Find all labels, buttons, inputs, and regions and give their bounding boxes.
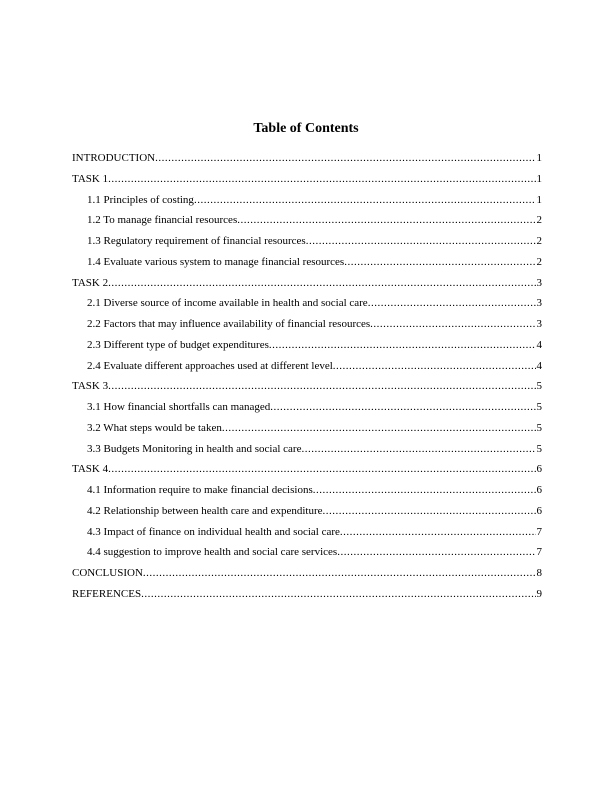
toc-dot-leader (108, 273, 535, 294)
toc-dot-leader (270, 397, 535, 418)
toc-page-number: 6 (536, 463, 542, 476)
toc-page-number: 3 (536, 318, 542, 330)
toc-entry[interactable] (72, 293, 542, 314)
toc-dot-leader (222, 418, 536, 439)
toc-dot-leader (155, 148, 535, 169)
toc-entry[interactable] (72, 542, 542, 563)
toc-title: Table of Contents (253, 121, 359, 136)
toc-list (72, 148, 542, 605)
toc-page-number: 6 (536, 504, 542, 517)
toc-entry[interactable] (72, 252, 542, 273)
toc-dot-leader (237, 210, 535, 231)
toc-dot-leader (194, 190, 536, 211)
toc-page-number: 6 (536, 484, 542, 496)
toc-dot-leader (301, 439, 535, 460)
toc-dot-leader (323, 501, 536, 522)
toc-entry-label: TASK 4 (72, 463, 109, 476)
toc-page-number: 5 (536, 380, 542, 393)
toc-dot-leader (337, 542, 535, 563)
toc-entry[interactable] (72, 439, 542, 460)
toc-dot-leader (141, 584, 535, 605)
toc-entry[interactable] (72, 169, 542, 190)
toc-entry-label: 2.2 Factors that may influence availability of financial resources (87, 318, 371, 330)
toc-entry-label: 4.1 Information require to make financial decisions (87, 484, 313, 496)
toc-page-number: 7 (536, 546, 542, 559)
toc-entry-label: 4.3 Impact of finance on individual health and social care (87, 525, 340, 538)
toc-entry-label: INTRODUCTION (72, 152, 156, 164)
toc-entry-label: CONCLUSION (72, 567, 143, 579)
toc-page-number: 4 (536, 338, 542, 351)
toc-entry-label: 1.1 Principles of costing (87, 193, 194, 206)
toc-page-number: 5 (536, 401, 542, 413)
toc-dot-leader (108, 376, 535, 397)
toc-entry[interactable] (72, 231, 542, 252)
toc-entry[interactable] (72, 356, 542, 377)
toc-page-number: 8 (536, 567, 542, 579)
toc-dot-leader (368, 293, 536, 314)
toc-page-number: 3 (536, 276, 542, 289)
toc-entry-label: 4.4 suggestion to improve health and social care services (87, 546, 338, 559)
toc-page-number: 1 (536, 152, 542, 164)
toc-entry[interactable] (72, 397, 542, 418)
toc-page-number: 9 (536, 587, 542, 600)
toc-entry[interactable] (72, 584, 542, 605)
toc-entry[interactable] (72, 480, 542, 501)
toc-entry-label: 3.3 Budgets Monitoring in health and social care (87, 442, 302, 455)
toc-entry[interactable] (72, 376, 542, 397)
toc-page-number: 2 (536, 235, 542, 247)
toc-entry-label: TASK 2 (72, 276, 109, 289)
toc-dot-leader (333, 356, 536, 377)
toc-dot-leader (108, 459, 535, 480)
toc-dot-leader (340, 522, 536, 543)
toc-page-number: 4 (536, 359, 542, 372)
toc-entry-label: TASK 1 (72, 172, 109, 185)
toc-page-number: 5 (536, 442, 542, 455)
toc-entry-label: TASK 3 (72, 380, 109, 393)
toc-entry[interactable] (72, 459, 542, 480)
toc-entry-label: 1.4 Evaluate various system to manage financial resources (87, 255, 345, 268)
toc-entry-label: 3.1 How financial shortfalls can managed (87, 401, 271, 413)
toc-entry-label: 3.2 What steps would be taken (87, 421, 222, 434)
toc-page-number: 3 (536, 297, 542, 310)
toc-entry[interactable] (72, 335, 542, 356)
toc-dot-leader (306, 231, 536, 252)
toc-page-number: 2 (536, 255, 542, 268)
toc-page-number: 1 (536, 193, 542, 206)
toc-entry[interactable] (72, 190, 542, 211)
toc-entry-label: 2.3 Different type of budget expenditures (87, 338, 269, 351)
toc-dot-leader (269, 335, 536, 356)
toc-page-number: 5 (536, 421, 542, 434)
toc-entry[interactable] (72, 522, 542, 543)
toc-entry[interactable] (72, 210, 542, 231)
toc-entry[interactable] (72, 314, 542, 335)
toc-dot-leader (344, 252, 535, 273)
toc-entry-label: 1.3 Regulatory requirement of financial resources (87, 235, 306, 247)
toc-entry[interactable] (72, 563, 542, 584)
toc-dot-leader (313, 480, 536, 501)
toc-entry-label: 2.4 Evaluate different approaches used at different level (87, 359, 333, 372)
toc-entry-label: REFERENCES (72, 587, 142, 600)
toc-page-number: 2 (536, 214, 542, 227)
toc-entry-label: 2.1 Diverse source of income available in health and social care (87, 297, 368, 310)
toc-dot-leader (143, 563, 536, 584)
toc-dot-leader (108, 169, 535, 190)
toc-entry[interactable] (72, 148, 542, 169)
toc-entry[interactable] (72, 501, 542, 522)
toc-page-number: 7 (536, 525, 542, 538)
toc-entry-label: 4.2 Relationship between health care and expenditure (87, 504, 323, 517)
toc-dot-leader (370, 314, 535, 335)
toc-page-number: 1 (536, 172, 542, 185)
toc-entry[interactable] (72, 418, 542, 439)
toc-entry-label: 1.2 To manage financial resources (87, 214, 238, 227)
toc-entry[interactable] (72, 273, 542, 294)
